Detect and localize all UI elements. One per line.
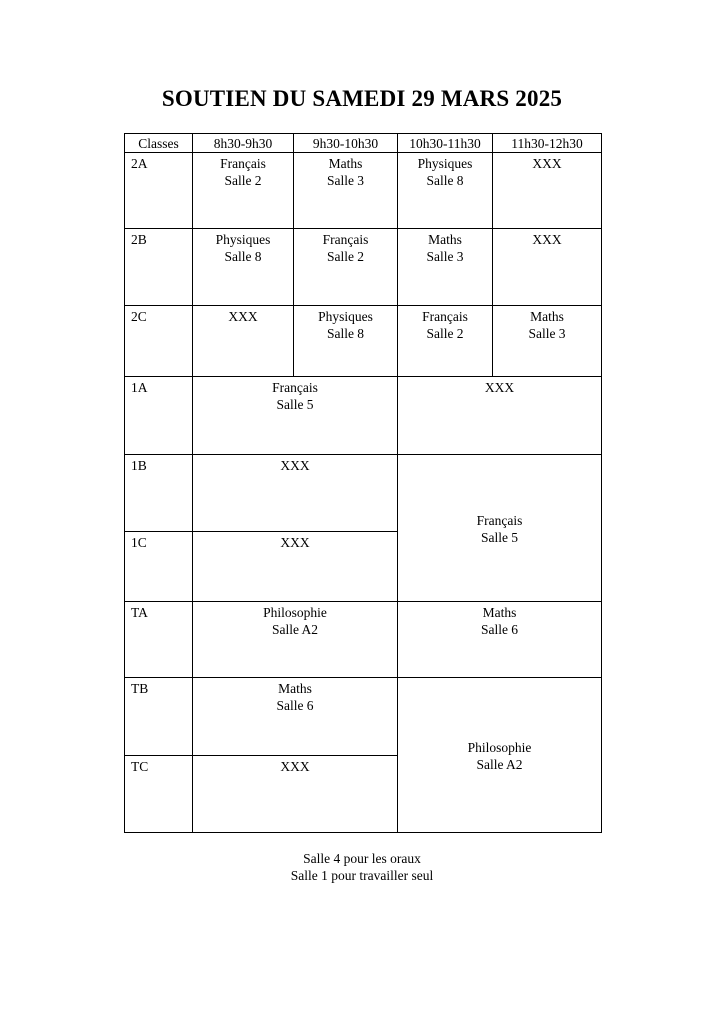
cell-tb-morning xyxy=(193,678,398,756)
room: Salle 8 xyxy=(326,326,365,341)
cell-2c-slot1 xyxy=(193,306,294,377)
table-row xyxy=(125,455,602,532)
cell-2c-slot4 xyxy=(493,306,602,377)
cell-1c-morning xyxy=(193,532,398,602)
subject: Maths xyxy=(428,232,462,247)
class-label: 1A xyxy=(125,377,193,455)
cell-2b-slot2 xyxy=(294,229,398,306)
header-slot-2: 9h30-10h30 xyxy=(294,134,398,153)
table-row xyxy=(125,153,602,229)
table-row xyxy=(125,306,602,377)
subject: Philosophie xyxy=(263,605,327,620)
header-row xyxy=(125,134,602,153)
room: Salle 8 xyxy=(426,173,464,188)
class-label: 2B xyxy=(125,229,193,306)
room: Salle 2 xyxy=(326,249,365,264)
class-label: 1B xyxy=(125,455,193,532)
cell-1bc-late xyxy=(398,455,602,602)
subject: Physiques xyxy=(417,156,473,171)
subject: XXX xyxy=(228,309,258,324)
room: Salle 5 xyxy=(276,397,314,412)
subject: XXX xyxy=(280,458,310,473)
cell-2b-slot4 xyxy=(493,229,602,306)
cell-2b-slot3 xyxy=(398,229,493,306)
cell-1b-morning xyxy=(193,455,398,532)
room: Salle 5 xyxy=(480,530,519,545)
subject: Philosophie xyxy=(467,740,532,755)
subject: XXX xyxy=(484,380,515,395)
room: Salle 2 xyxy=(426,326,464,341)
room: Salle A2 xyxy=(476,757,523,772)
room: Salle 3 xyxy=(326,173,365,188)
subject: XXX xyxy=(532,156,562,171)
cell-1a-late xyxy=(398,377,602,455)
class-label: 2C xyxy=(125,306,193,377)
page-title: SOUTIEN DU SAMEDI 29 MARS 2025 xyxy=(161,86,563,111)
subject: XXX xyxy=(532,232,562,247)
footer-notes xyxy=(0,850,724,884)
cell-2a-slot3 xyxy=(398,153,493,229)
cell-2c-slot3 xyxy=(398,306,493,377)
cell-1a-morning xyxy=(193,377,398,455)
room: Salle 3 xyxy=(426,249,464,264)
room: Salle 6 xyxy=(276,698,314,713)
subject: Français xyxy=(476,513,523,528)
table-row xyxy=(125,229,602,306)
header-classes: Classes xyxy=(125,134,193,153)
room: Salle 6 xyxy=(480,622,519,637)
subject: XXX xyxy=(280,535,310,550)
cell-2c-slot2 xyxy=(294,306,398,377)
footer-line-1: Salle 4 pour les oraux xyxy=(303,851,421,866)
cell-tbc-late xyxy=(398,678,602,833)
cell-2a-slot4 xyxy=(493,153,602,229)
class-label: 2A xyxy=(125,153,193,229)
table-row xyxy=(125,678,602,756)
subject: Maths xyxy=(530,309,564,324)
subject: Maths xyxy=(278,681,312,696)
header-slot-1: 8h30-9h30 xyxy=(193,134,294,153)
subject: Maths xyxy=(482,605,517,620)
subject: Français xyxy=(422,309,468,324)
cell-2b-slot1 xyxy=(193,229,294,306)
subject: Français xyxy=(322,232,369,247)
cell-ta-morning xyxy=(193,602,398,678)
cell-2a-slot1 xyxy=(193,153,294,229)
room: Salle 8 xyxy=(224,249,262,264)
subject: XXX xyxy=(280,759,310,774)
schedule-table xyxy=(124,133,602,833)
subject: Physiques xyxy=(318,309,373,324)
header-slot-3: 10h30-11h30 xyxy=(398,134,493,153)
cell-tc-morning xyxy=(193,756,398,833)
cell-2a-slot2 xyxy=(294,153,398,229)
table-row xyxy=(125,377,602,455)
room: Salle 3 xyxy=(528,326,566,341)
header-slot-4: 11h30-12h30 xyxy=(493,134,602,153)
room: Salle A2 xyxy=(271,622,319,637)
class-label: 1C xyxy=(125,532,193,602)
class-label: TC xyxy=(125,756,193,833)
cell-ta-late xyxy=(398,602,602,678)
class-label: TA xyxy=(125,602,193,678)
footer-line-2: Salle 1 pour travailler seul xyxy=(290,868,434,883)
class-label: TB xyxy=(125,678,193,756)
subject: Physiques xyxy=(215,232,271,247)
subject: Maths xyxy=(328,156,363,171)
table-row xyxy=(125,602,602,678)
subject: Français xyxy=(220,156,266,171)
subject: Français xyxy=(272,380,318,395)
room: Salle 2 xyxy=(224,173,262,188)
